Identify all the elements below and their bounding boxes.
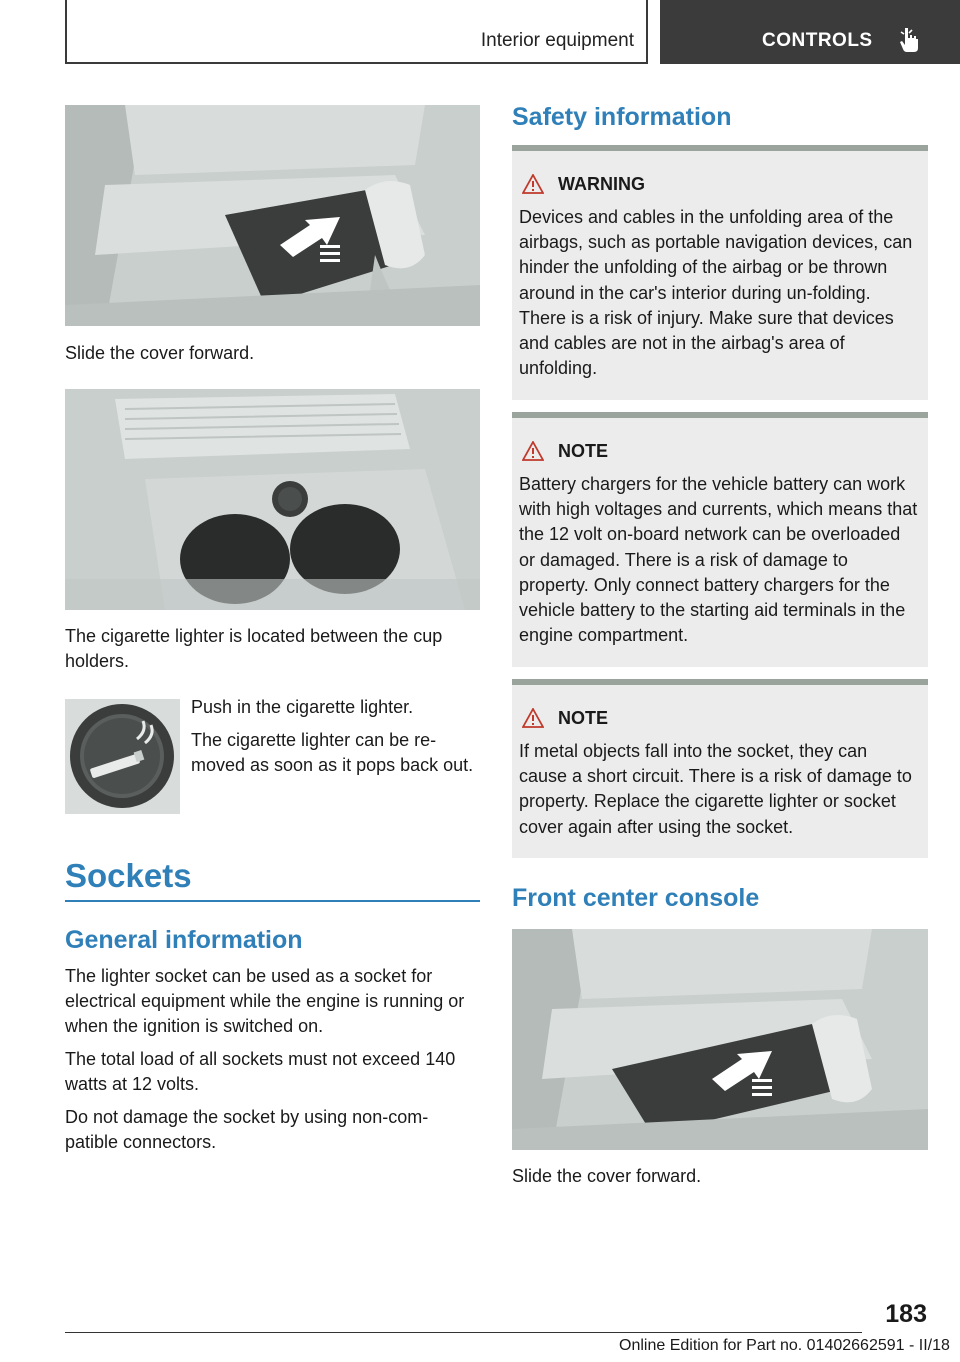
header-chapter-tab — [660, 0, 960, 64]
note-box-metal-objects — [512, 679, 928, 858]
cigarette-lighter-image — [65, 699, 180, 814]
footer-rule — [65, 1332, 862, 1333]
general-paragraph-3: Do not damage the socket by using non-com-patible connectors. — [65, 1107, 429, 1152]
warning-box — [512, 145, 928, 400]
cup-holders-image — [65, 389, 480, 610]
general-information-body — [65, 964, 480, 1163]
warning-heading: WARNING — [558, 174, 645, 194]
caption-lighter-location: The cigarette lighter is located between the cup holders. — [65, 626, 443, 671]
header-section-box — [65, 0, 648, 64]
header-section-label: Interior equipment — [480, 30, 634, 51]
front-console-cover-image — [512, 929, 928, 1150]
warning-triangle-icon — [522, 174, 544, 194]
hand-pointer-icon — [898, 26, 922, 54]
warning-text: Devices and cables in the unfolding area of the airbags, such as portable navigation devices, can hinder the unfolding of the airbag or be thrown around in the car's interior during un-folding. There is a risk of injury. Make sure that devices and cables are not in the airbag's area of unfolding. — [519, 207, 913, 379]
warning-triangle-icon — [522, 708, 544, 728]
sockets-rule — [65, 900, 480, 902]
lighter-remove-text: The cigarette lighter can be re-moved as soon as it pops back out. — [191, 730, 474, 775]
caption-slide-cover-2: Slide the cover forward. — [512, 1166, 702, 1186]
lighter-instructions — [191, 695, 481, 786]
note-text-chargers: Battery chargers for the vehicle battery can work with high voltages and currents, which means that the 12 volt on-board network can be overloaded or damaged. There is a risk of damage to property. Only connect battery chargers for the vehicle battery to the starting aid terminals in the engine compartment. — [519, 474, 918, 646]
heading-front-center-console: Front center console — [512, 884, 760, 912]
heading-sockets: Sockets — [65, 857, 192, 894]
center-console-cover-image — [65, 105, 480, 326]
caption-slide-cover-1: Slide the cover forward. — [65, 343, 255, 363]
note-heading-metal-objects: NOTE — [558, 708, 609, 728]
note-bar-metal-objects — [512, 679, 928, 685]
note-box-chargers — [512, 412, 928, 667]
page-number: 183 — [885, 1300, 927, 1328]
note-bar-chargers — [512, 412, 928, 418]
header-chapter-label: CONTROLS — [762, 30, 873, 51]
general-paragraph-2: The total load of all sockets must not exceed 140 watts at 12 volts. — [65, 1049, 456, 1094]
note-text-metal-objects: If metal objects fall into the socket, they can cause a short circuit. There is a risk of damage to property. Replace the cigarette lighter or socket cover again after using the socket. — [519, 741, 912, 837]
warning-bar — [512, 145, 928, 151]
heading-safety-information: Safety information — [512, 103, 732, 131]
edition-note: Online Edition for Part no. 01402662591 - II/18 — [619, 1337, 950, 1354]
warning-triangle-icon — [522, 441, 544, 461]
general-paragraph-1: The lighter socket can be used as a socket for electrical equipment while the engine is running or when the ignition is switched on. — [65, 966, 465, 1036]
note-heading-chargers: NOTE — [558, 441, 609, 461]
heading-general-information: General information — [65, 926, 303, 954]
lighter-push-text: Push in the cigarette lighter. — [191, 697, 414, 717]
